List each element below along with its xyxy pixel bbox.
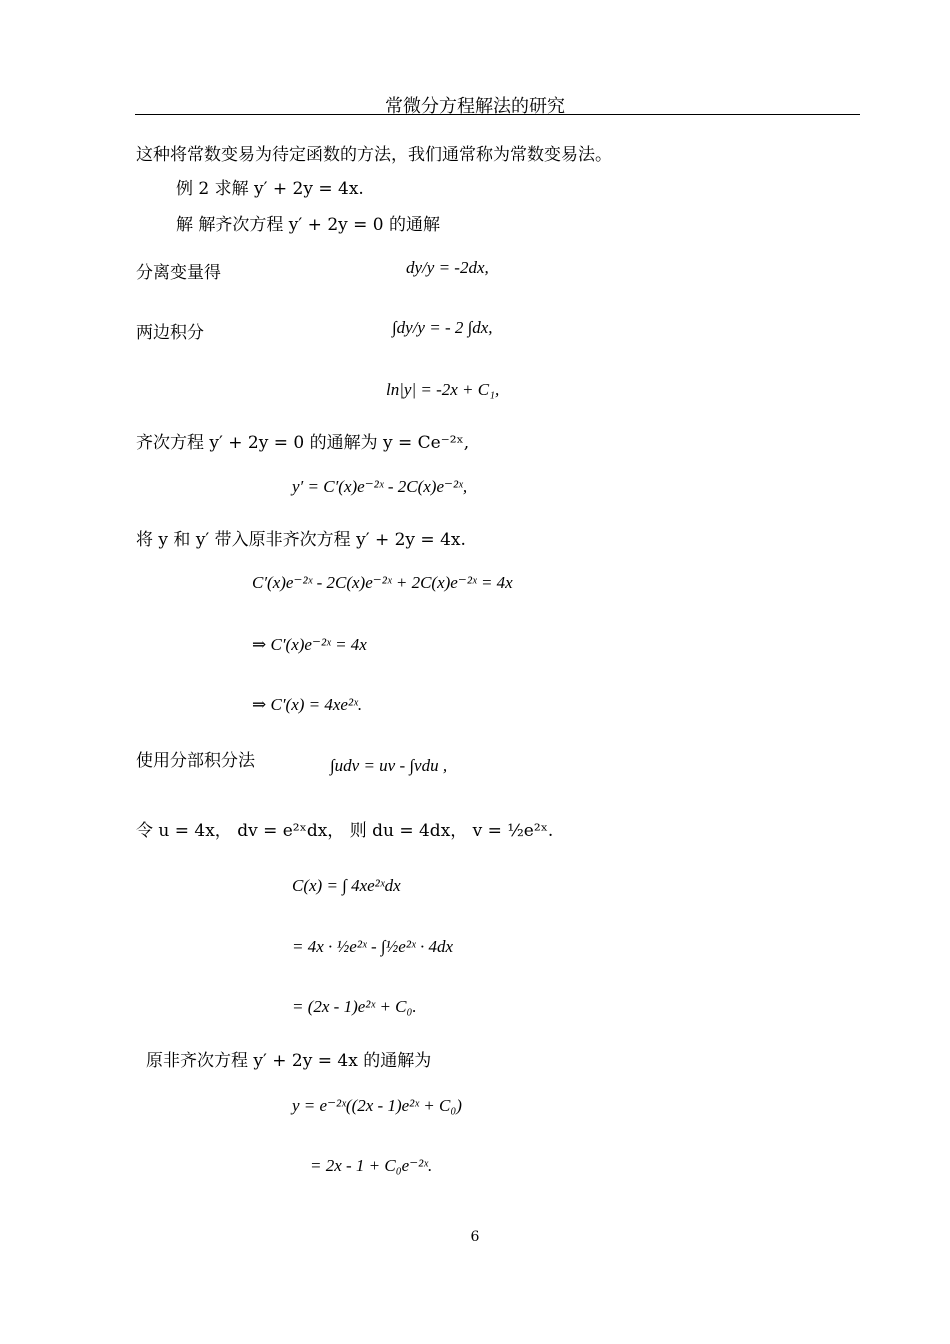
page-number: 6 — [470, 1229, 480, 1245]
let-substitution: 令 u = 4x， dv = e²ˣdx， 则 du = 4dx， v = ½e²ˣ. — [136, 821, 554, 841]
substitute-sentence: 将 y 和 y′ 带入原非齐次方程 y′ + 2y = 4x. — [136, 530, 466, 550]
parts-expansion: = 4x · ½e²ˣ - ∫½e²ˣ · 4dx — [292, 937, 454, 956]
separated-equation: dy/y = -2dx, — [406, 258, 489, 277]
substituted-equation: C′(x)e⁻²ˣ - 2C(x)e⁻²ˣ + 2C(x)e⁻²ˣ = 4x — [252, 573, 513, 592]
integral-equation: ∫dy/y = - 2 ∫dx, — [392, 318, 493, 337]
separate-variables-label: 分离变量得 — [136, 263, 221, 283]
derivative-equation: y′ = C′(x)e⁻²ˣ - 2C(x)e⁻²ˣ, — [292, 477, 468, 496]
example-2-statement: 例 2 求解 y′ + 2y = 4x. — [176, 179, 364, 199]
general-solution-intro: 原非齐次方程 y′ + 2y = 4x 的通解为 — [146, 1051, 432, 1071]
implication-2: ⇒ C′(x) = 4xe²ˣ. — [252, 695, 363, 714]
header-rule — [135, 114, 860, 115]
integration-by-parts-formula: ∫udv = uv - ∫vdu , — [330, 756, 448, 775]
homogeneous-general-solution: 齐次方程 y′ + 2y = 0 的通解为 y = Ce⁻²ˣ, — [136, 433, 470, 453]
solution-opening: 解 解齐次方程 y′ + 2y = 0 的通解 — [176, 215, 441, 235]
general-solution-line-1: y = e⁻²ˣ((2x - 1)e²ˣ + C₀) — [292, 1096, 462, 1115]
general-solution-line-2: = 2x - 1 + C₀e⁻²ˣ. — [310, 1156, 433, 1175]
intro-sentence: 这种将常数变易为待定函数的方法，我们通常称为常数变易法。 — [136, 145, 612, 165]
integration-by-parts-label: 使用分部积分法 — [136, 751, 255, 771]
c-of-x-result: = (2x - 1)e²ˣ + C₀. — [292, 997, 417, 1016]
running-header: 常微分方程解法的研究 — [385, 96, 565, 117]
implication-1: ⇒ C′(x)e⁻²ˣ = 4x — [252, 635, 367, 654]
log-solution: ln|y| = -2x + C₁, — [386, 380, 500, 399]
integrate-both-sides-label: 两边积分 — [136, 323, 204, 343]
c-of-x-integral: C(x) = ∫ 4xe²ˣdx — [292, 876, 401, 895]
